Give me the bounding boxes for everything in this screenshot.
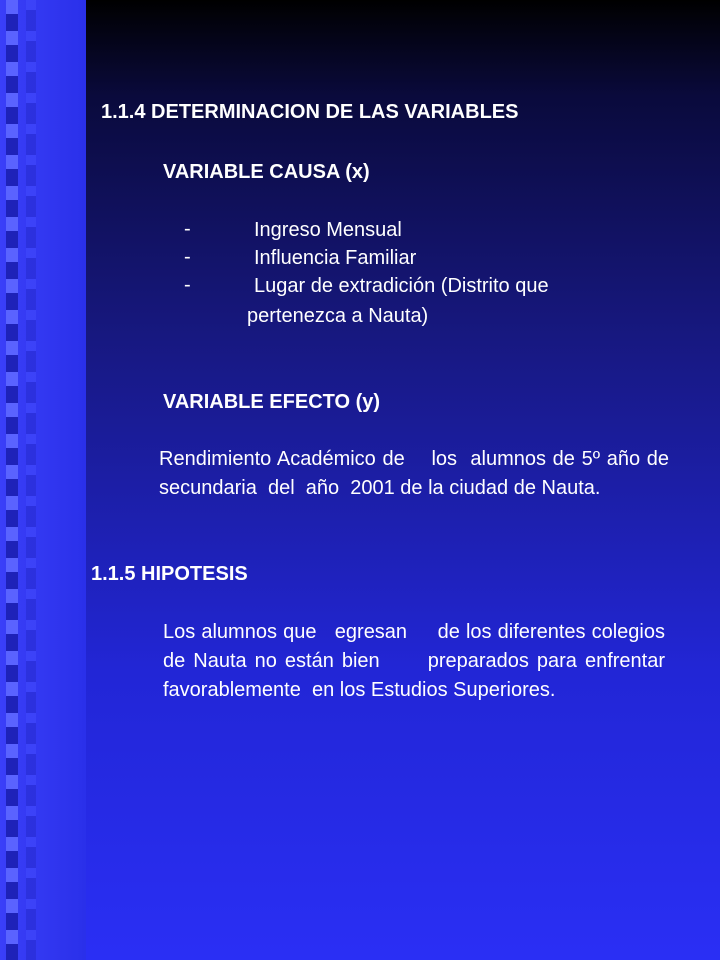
cause-item-place-of-origin-continuation: pertenezca a Nauta) [247, 305, 429, 327]
bullet-dash: - [184, 246, 191, 268]
bullet-dash: - [184, 274, 191, 296]
cause-variable-title: VARIABLE CAUSA (x) [163, 161, 370, 183]
decorative-stripe-bar [0, 0, 86, 960]
effect-variable-description: Rendimiento Académico de los alumnos de 5º año de secundaria del año 2001 de la ciudad de Nauta. [159, 448, 686, 499]
effect-variable-title: VARIABLE EFECTO (y) [163, 391, 381, 413]
hypothesis-text: Los alumnos que egresan de los diferentes colegios de Nauta no están bien preparados para enfrentar favorablemente en los Estudios Superiores. [163, 621, 671, 701]
bullet-dash: - [184, 218, 191, 240]
cause-item-family-influence: Influencia Familiar [254, 247, 417, 269]
cause-item-place-of-origin: Lugar de extradición (Distrito que [254, 275, 549, 297]
cause-item-monthly-income: Ingreso Mensual [254, 219, 402, 241]
section-115-heading: 1.1.5 HIPOTESIS [91, 563, 248, 585]
section-114-heading: 1.1.4 DETERMINACION DE LAS VARIABLES [101, 101, 519, 123]
